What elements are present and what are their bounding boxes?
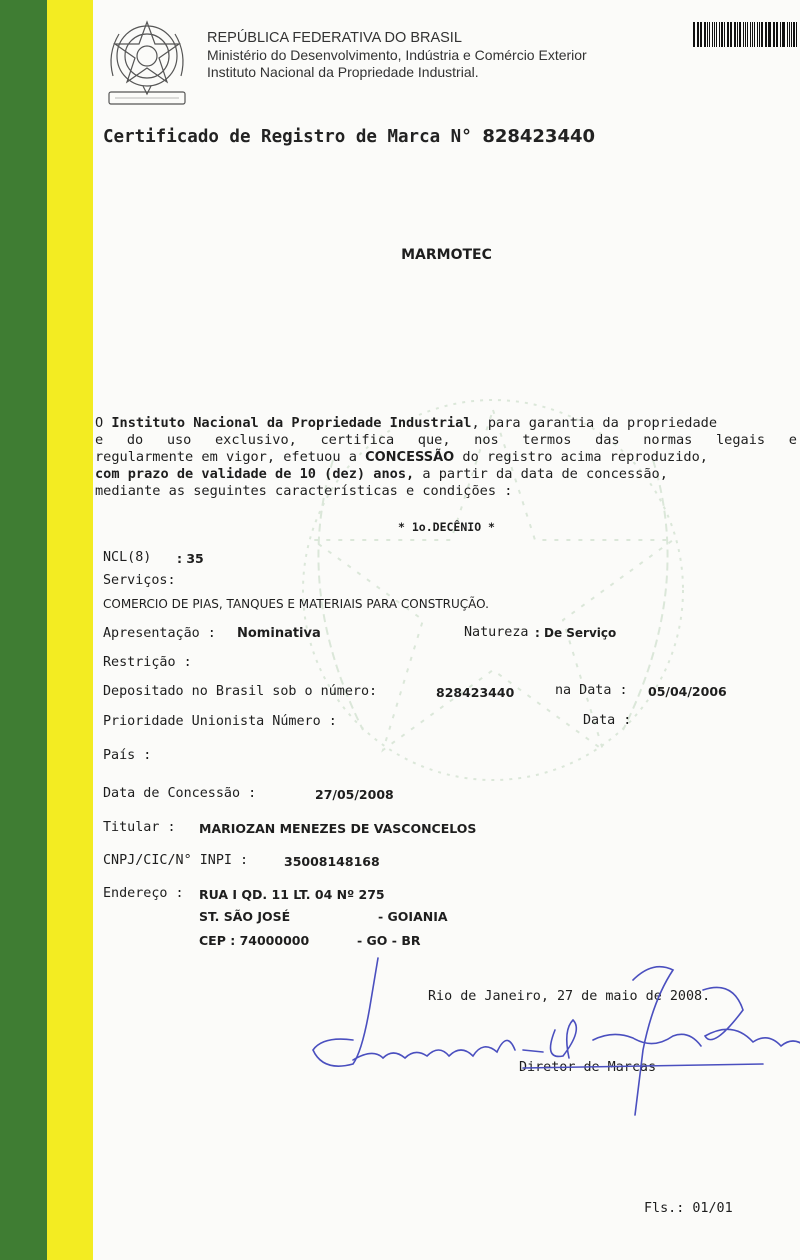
barcode-bar <box>774 22 775 47</box>
intro-paragraph <box>95 415 797 500</box>
cnpj-label: CNPJ/CIC/N° INPI : <box>103 853 249 868</box>
barcode-bar <box>724 22 725 47</box>
barcode-bar <box>776 22 778 47</box>
barcode-bar <box>747 22 749 47</box>
apresentacao-label: Apresentação : <box>103 626 216 641</box>
cnpj-value: 35008148168 <box>284 854 380 869</box>
barcode-bar <box>743 22 744 47</box>
intro-line-1-seg-2: , para garantia da propriedade <box>471 415 718 431</box>
endereco-label: Endereço : <box>103 886 184 901</box>
certificate-page <box>93 0 800 1260</box>
barcode-bar <box>759 22 760 47</box>
barcode-bar <box>714 22 716 47</box>
barcode-bar <box>721 22 723 47</box>
intro-line-3 <box>95 449 797 466</box>
barcode-bar <box>745 22 746 47</box>
place-and-date: Rio de Janeiro, 27 de maio de 2008. <box>428 989 711 1004</box>
intro-line-3-text <box>95 449 708 466</box>
titular-value: MARIOZAN MENEZES DE VASCONCELOS <box>199 821 477 836</box>
signature-image <box>293 940 800 1130</box>
barcode-bar <box>731 22 732 47</box>
na-data-value: 05/04/2006 <box>648 684 727 699</box>
barcode-bar <box>700 22 702 47</box>
intro-line-1-seg-0: O <box>95 415 112 431</box>
barcode-bar <box>765 22 766 47</box>
intro-line-5 <box>95 483 797 500</box>
barcode-bar <box>698 22 699 47</box>
intro-line-4-text <box>95 466 668 483</box>
barcode-bar <box>752 22 753 47</box>
coat-of-arms-icon <box>103 14 191 110</box>
intro-line-4-seg-0: com prazo de validade de 10 (dez) anos, <box>95 466 415 482</box>
barcode-bar <box>773 22 774 47</box>
data-concessao-value: 27/05/2008 <box>315 787 394 802</box>
intro-line-4 <box>95 466 797 483</box>
endereco-line-2-city: ST. SÃO JOSÉ <box>199 909 291 924</box>
barcode-bar <box>734 22 736 47</box>
restricao-label: Restrição : <box>103 655 192 670</box>
natureza-label: Natureza <box>464 625 529 640</box>
barcode-bar <box>697 22 698 47</box>
barcode-bar <box>783 22 785 47</box>
barcode-bar <box>719 22 720 47</box>
apresentacao-value: Nominativa <box>237 626 321 641</box>
barcode-bar <box>791 22 792 47</box>
barcode-bar <box>739 22 741 47</box>
barcode-bar <box>761 22 763 47</box>
barcode-bar <box>730 22 731 47</box>
endereco-line-3-cep: CEP : 74000000 <box>199 933 310 948</box>
intro-line-2-word-9: normas <box>643 432 693 448</box>
titular-label: Titular : <box>103 820 176 835</box>
header-institute: Instituto Nacional da Propriedade Industrial. <box>207 64 479 80</box>
certificate-title <box>103 126 595 147</box>
yellow-stripe <box>47 0 93 1260</box>
barcode-bar <box>796 22 797 47</box>
intro-line-1-seg-1: Instituto Nacional da Propriedade Industrial <box>111 415 472 431</box>
natureza-value: : De Serviço <box>535 626 617 640</box>
intro-line-2-word-1: do <box>126 432 144 448</box>
ncl-label: NCL(8) <box>103 550 152 565</box>
barcode-bar <box>757 22 759 47</box>
servicos-value: COMERCIO DE PIAS, TANQUES E MATERIAIS PARA CONSTRUÇÃO. <box>103 597 489 611</box>
barcode-bar <box>754 22 755 47</box>
endereco-line-2-state: - GOIANIA <box>378 909 448 924</box>
endereco-line-1: RUA I QD. 11 LT. 04 Nº 275 <box>199 887 385 902</box>
intro-line-2-word-8: das <box>595 432 620 448</box>
intro-line-2-word-7: termos <box>522 432 572 448</box>
barcode <box>693 22 798 47</box>
barcode-bar <box>787 22 788 47</box>
intro-line-2 <box>95 432 797 449</box>
intro-line-2-word-2: uso <box>166 432 192 448</box>
barcode-bar <box>716 22 717 47</box>
barcode-bar <box>793 22 795 47</box>
barcode-bar <box>727 22 729 47</box>
data-concessao-label: Data de Concessão : <box>103 786 257 801</box>
certificate-number: 828423440 <box>482 126 596 147</box>
barcode-bar <box>766 22 767 47</box>
barcode-bar <box>737 22 738 47</box>
intro-line-2-word-3: exclusivo, <box>215 432 297 448</box>
intro-line-1 <box>95 415 797 432</box>
intro-line-4-seg-1: a partir da data de concessão, <box>414 466 668 482</box>
intro-line-3-seg-1: CONCESSÃO <box>365 450 455 465</box>
barcode-bar <box>712 22 713 47</box>
intro-line-2-word-11: e <box>788 432 797 448</box>
barcode-bar <box>707 22 708 47</box>
intro-line-3-seg-2: do registro acima reproduzido, <box>454 449 708 465</box>
depositado-value: 828423440 <box>436 685 515 700</box>
page-count: Fls.: 01/01 <box>644 1201 733 1216</box>
barcode-bar <box>768 22 770 47</box>
signatory-title: Diretor de Marcas <box>519 1060 657 1075</box>
intro-line-2-word-5: que, <box>417 432 451 448</box>
trademark-name: MARMOTEC <box>401 247 492 263</box>
intro-line-2-word-0: e <box>95 432 104 448</box>
intro-line-3-seg-0: regularmente em vigor, efetuou a <box>95 449 366 465</box>
intro-line-5-text: mediante as seguintes características e condições : <box>95 483 513 499</box>
endereco-line-3-country: - GO - BR <box>357 933 421 948</box>
green-stripe <box>0 0 47 1260</box>
intro-line-2-word-10: legais <box>715 432 766 448</box>
na-data-label: na Data : <box>555 683 628 698</box>
prioridade-data-label: Data : <box>583 713 632 728</box>
decenio-label: * 1o.DECÊNIO * <box>398 520 495 534</box>
title-prefix: Certificado de Registro de Marca N° <box>103 127 472 147</box>
intro-line-2-word-6: nos <box>474 432 499 448</box>
barcode-bar <box>709 22 710 47</box>
header-ministry: Ministério do Desenvolvimento, Indústria e Comércio Exterior <box>207 47 587 63</box>
intro-line-1-text <box>95 415 717 432</box>
barcode-bar <box>782 22 783 47</box>
barcode-bar <box>693 22 695 47</box>
header-country: REPÚBLICA FEDERATIVA DO BRASIL <box>207 30 462 46</box>
barcode-bar <box>750 22 751 47</box>
ncl-value: : 35 <box>177 551 204 566</box>
prioridade-label: Prioridade Unionista Número : <box>103 714 337 729</box>
barcode-bar <box>789 22 790 47</box>
barcode-bar <box>704 22 706 47</box>
pais-label: País : <box>103 748 152 763</box>
servicos-label: Serviços: <box>103 573 176 588</box>
depositado-label: Depositado no Brasil sob o número: <box>103 684 378 699</box>
intro-line-2-word-4: certifica <box>320 432 395 448</box>
barcode-bar <box>780 22 781 47</box>
